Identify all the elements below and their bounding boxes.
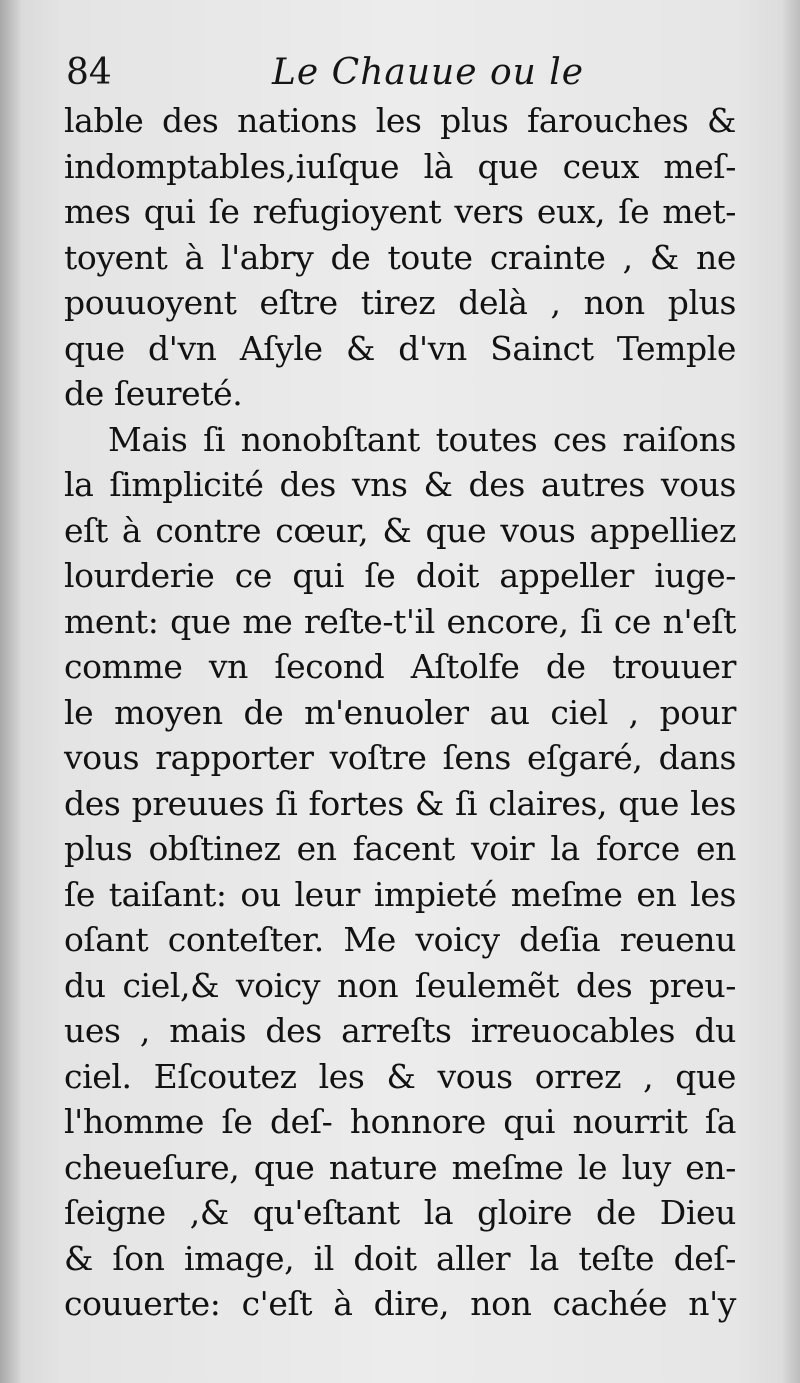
text-line: ment: que me reſte-t'il encore, ſi ce n'eſt (64, 601, 736, 641)
text-line: la ſimplicité des vns & des autres vous (64, 465, 736, 504)
text-line: indomptables,iuſque là que ceux meſ- (64, 146, 736, 186)
text-line: Mais ſi nonobſtant toutes ces raiſons (108, 419, 736, 459)
body-text (64, 98, 736, 1327)
page-edge-shadow (782, 0, 800, 1383)
text-line: ciel. Eſcoutez les & vous orrez , que (64, 1056, 736, 1096)
text-line: lourderie ce qui ſe doit appeller iuge- (64, 556, 736, 595)
text-line: couuerte: c'eſt à dire, non cachée n'y (64, 1284, 736, 1323)
text-line: mes qui ſe refugioyent vers eux, ſe met- (64, 192, 736, 231)
text-line: de ſeureté. (64, 374, 243, 413)
text-line: toyent à l'abry de toute crainte , & ne (64, 237, 736, 277)
text-line: ues , mais des arreſts irreuocables du (64, 1011, 736, 1050)
text-line: cheueſure, que nature meſme le luy en- (64, 1147, 736, 1187)
text-line: oſant conteſter. Me voicy deſia reuenu (64, 920, 736, 959)
text-line: vous rapporter voſtre ſens eſgaré, dans (64, 738, 736, 777)
text-line: comme vn ſecond Aſtolfe de trouuer (64, 647, 736, 686)
text-line: ſeigne ,& qu'eſtant la gloire de Dieu (64, 1193, 736, 1232)
text-line: que d'vn Aſyle & d'vn Sainct Temple (64, 328, 736, 368)
text-line: plus obſtinez en facent voir la force en (64, 829, 736, 868)
text-line: & ſon image, il doit aller la teſte deſ- (64, 1238, 736, 1278)
text-line: ſe taiſant: ou leur impieté meſme en les (64, 874, 736, 914)
text-line: lable des nations les plus farouches & (64, 101, 736, 140)
text-line: l'homme ſe deſ- honnore qui nourrit ſa (64, 1102, 736, 1141)
gutter-shadow (0, 0, 22, 1383)
page-number: 84 (66, 52, 112, 93)
text-line: le moyen de m'enuoler au ciel , pour (64, 692, 736, 732)
text-line: pouuoyent eſtre tirez delà , non plus (64, 283, 736, 322)
text-line: des preuues ſi fortes & ſi claires, que les (64, 783, 736, 823)
text-line: eſt à contre cœur, & que vous appelliez (64, 510, 736, 550)
text-line: du ciel,& voicy non ſeulemẽt des preu- (64, 965, 736, 1005)
page-header (66, 52, 736, 104)
running-head: Le Chauue ou le (272, 52, 585, 93)
